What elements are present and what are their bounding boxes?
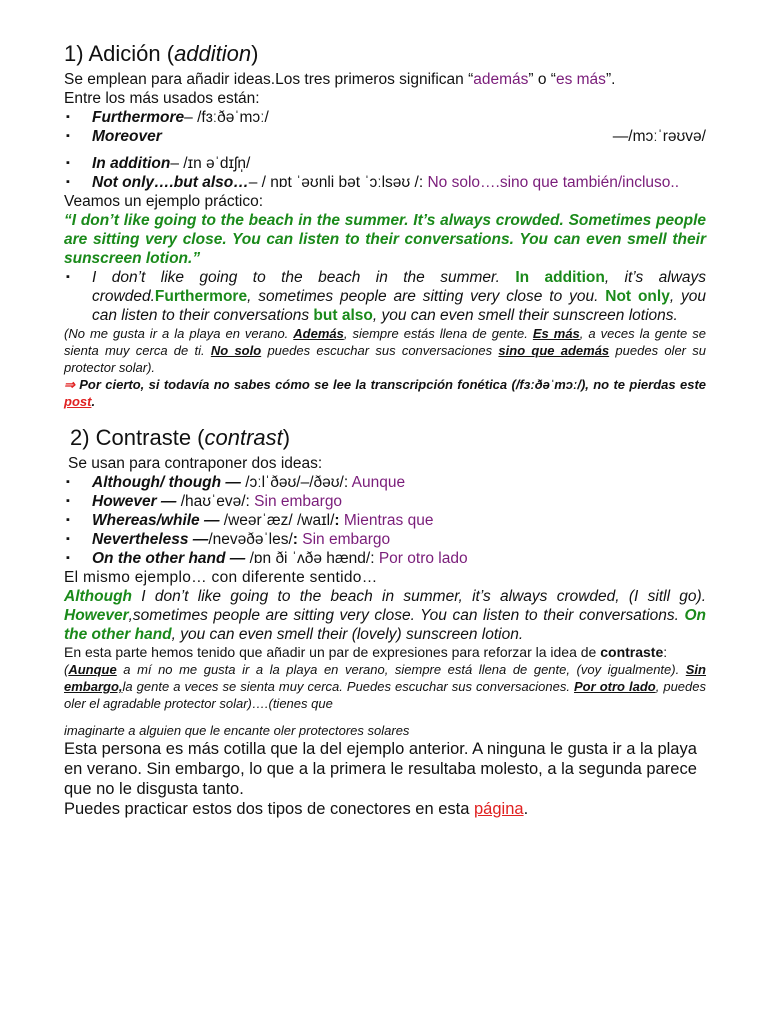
phonetic: /haʊˈevə/: (176, 493, 255, 510)
text: Puedes practicar estos dos tipos de conectores en esta (64, 800, 474, 818)
term: In addition (92, 155, 171, 172)
list-item-in-addition (64, 154, 706, 173)
list-item-although (64, 473, 706, 492)
connector: Por otro lado (574, 679, 656, 694)
highlight-ademas: además (473, 71, 529, 88)
example-intro: Veamos un ejemplo práctico: (64, 193, 264, 210)
term: Furthermore (92, 109, 185, 126)
phonetic-note (64, 376, 706, 410)
post-link[interactable]: post (64, 394, 92, 409)
bold-word: contraste (600, 644, 664, 660)
connector: Es más (532, 326, 580, 341)
colon: : (334, 512, 344, 529)
list-item-however (64, 492, 706, 511)
contrast-translation (64, 661, 706, 712)
example-translation (64, 325, 706, 376)
example-rewrite-item (64, 268, 706, 325)
heading-close: ) (251, 41, 259, 66)
term: Nevertheless — (92, 531, 209, 548)
translation: No (427, 174, 452, 191)
connector: No solo (210, 343, 262, 358)
phonetic: —/mɔːˈrəʊvə/ (612, 128, 706, 145)
intro-text: ”. (605, 71, 616, 88)
connector: sino que además (498, 343, 610, 358)
term: Although/ though — (92, 474, 241, 491)
same-example-intro: El mismo ejemplo… con diferente sentido… (64, 569, 378, 586)
text: , puedes oler el agradable protector solar)….(tienes que (64, 679, 707, 711)
translation: Por otro lado (378, 550, 468, 567)
heading-close: ) (282, 425, 291, 450)
phonetic: – /ɪn əˈdɪʃn̩/ (170, 155, 251, 172)
phonetic: /nevəðəˈles/ (208, 531, 293, 548)
intro-text: ” o “ (528, 71, 556, 88)
text: , siempre estás llena de gente. (343, 326, 533, 341)
phonetic: /ɔːlˈðəʊ/–/ðəʊ/: (240, 474, 352, 491)
example-rewrite (64, 268, 706, 325)
text: I don’t like going to the beach in summer, it’s always crowded, (I sitll go). (132, 588, 706, 605)
text: : (663, 644, 668, 660)
term: Not only….but also… (92, 174, 249, 191)
text: (No me gusta ir a la playa en verano. (64, 326, 294, 341)
connector: Sin embargo, (64, 662, 706, 694)
translation: Mientras que (343, 512, 434, 529)
phonetic: /ɒn ði ˈʌðə hænd/: (245, 550, 379, 567)
connector: However (64, 607, 129, 624)
phonetic: – / nɒt ˈəʊnli bət ˈɔːlsəʊ /: (248, 174, 428, 191)
text: , you can listen to their conversations (92, 288, 706, 324)
example-quote: “I don’t like going to the beach in the summer. It’s always crowded. Sometimes people are sitting very close. You can listen to their conversations. You can even smell their sunscreen lotion.” (64, 212, 706, 267)
text: ,sometimes people are sitting very close. You can listen to their conversations. (128, 607, 685, 624)
page-link[interactable]: página (474, 800, 524, 818)
contrast-note (64, 644, 706, 661)
translation: solo….sino que también/incluso.. (451, 174, 680, 191)
connector: Además (293, 326, 344, 341)
connector: In addition (515, 269, 605, 286)
term: However — (92, 493, 177, 510)
heading-italic: contrast (204, 425, 283, 450)
connector: On the other hand (64, 607, 706, 643)
heading-text: 2) Contraste ( (70, 425, 205, 450)
text: a mí no me gusta ir a la playa en verano, siempre está llena de gente, (voy igualmente). (116, 662, 686, 677)
section-2-heading (64, 424, 706, 452)
list-item-nevertheless (64, 530, 706, 549)
connector: Aunque (68, 662, 117, 677)
list-item-furthermore (64, 108, 706, 127)
contrast-example (64, 587, 706, 644)
text: la gente a veces se sienta muy cerca. Puedes escuchar sus conversaciones. (122, 679, 574, 694)
arrow-icon: ⇒ (64, 377, 75, 392)
contrast-list (64, 473, 706, 568)
term: On the other hand — (92, 550, 246, 567)
heading-italic: addition (174, 41, 252, 66)
text: . (523, 800, 529, 818)
text: , sometimes people are sitting very close to you. (247, 288, 606, 305)
translation: Sin embargo (254, 493, 343, 510)
heading-text: 1) Adición ( (64, 41, 175, 66)
text: . (91, 394, 96, 409)
addition-list-2 (64, 154, 706, 192)
list-item-not-only (64, 173, 706, 192)
section-2-intro: Se usan para contraponer dos ideas: (68, 455, 323, 472)
text: ( (64, 662, 69, 677)
text: En esta parte hemos tenido que añadir un par de expresiones para reforzar la idea de (64, 644, 601, 660)
text: , it’s always crowded. (92, 269, 707, 305)
colon: : (292, 531, 303, 548)
text: puedes oler su protector solar). (64, 343, 706, 375)
connector: Furthermore (154, 288, 248, 305)
text: , you can even smell their (lovely) sunscreen lotion. (171, 626, 524, 643)
highlight-es-mas: es más (555, 71, 606, 88)
phonetic: /weərˈæz/ /waɪl/ (219, 512, 335, 529)
intro-text: Se emplean para añadir ideas.Los tres primeros significan “ (64, 71, 474, 88)
phonetic: – /fɜːðəˈmɔː/ (184, 109, 269, 126)
comparison-paragraph: Esta persona es más cotilla que la del ejemplo anterior. A ninguna le gusta ir a la playa en verano. Sin embargo, lo que a la primera le resultaba molesto, a la segunda parece que no le disgusta tanto. (64, 740, 697, 798)
connector: Although (64, 588, 133, 605)
translation: Aunque (351, 474, 406, 491)
text: , a veces la gente se sienta muy cerca de ti. (64, 326, 706, 358)
text: , you can even smell their sunscreen lotions. (372, 307, 678, 324)
contrast-translation-end: imaginarte a alguien que le encante oler protectores solares (64, 723, 410, 738)
section-1-intro (64, 70, 706, 89)
translation: Sin embargo (302, 531, 391, 548)
connector: but also (313, 307, 373, 324)
connector: Not only (605, 288, 670, 305)
section-1-intro-2: Entre los más usados están: (64, 90, 260, 107)
text: puedes escuchar sus conversaciones (261, 343, 499, 358)
list-item-on-the-other-hand (64, 549, 706, 568)
list-item-moreover (64, 127, 706, 146)
text: I don’t like going to the beach in the summer. (92, 269, 516, 286)
term: ▪ Moreover (92, 128, 162, 145)
document-page (64, 40, 706, 819)
section-1-heading (64, 40, 706, 68)
term: Whereas/while — (92, 512, 220, 529)
practice-line (64, 799, 706, 819)
list-item-whereas (64, 511, 706, 530)
text: Por cierto, si todavía no sabes cómo se lee la transcripción fonética (/fɜːðəˈmɔː/), no te pierdas este (74, 377, 706, 392)
addition-list (64, 108, 706, 146)
